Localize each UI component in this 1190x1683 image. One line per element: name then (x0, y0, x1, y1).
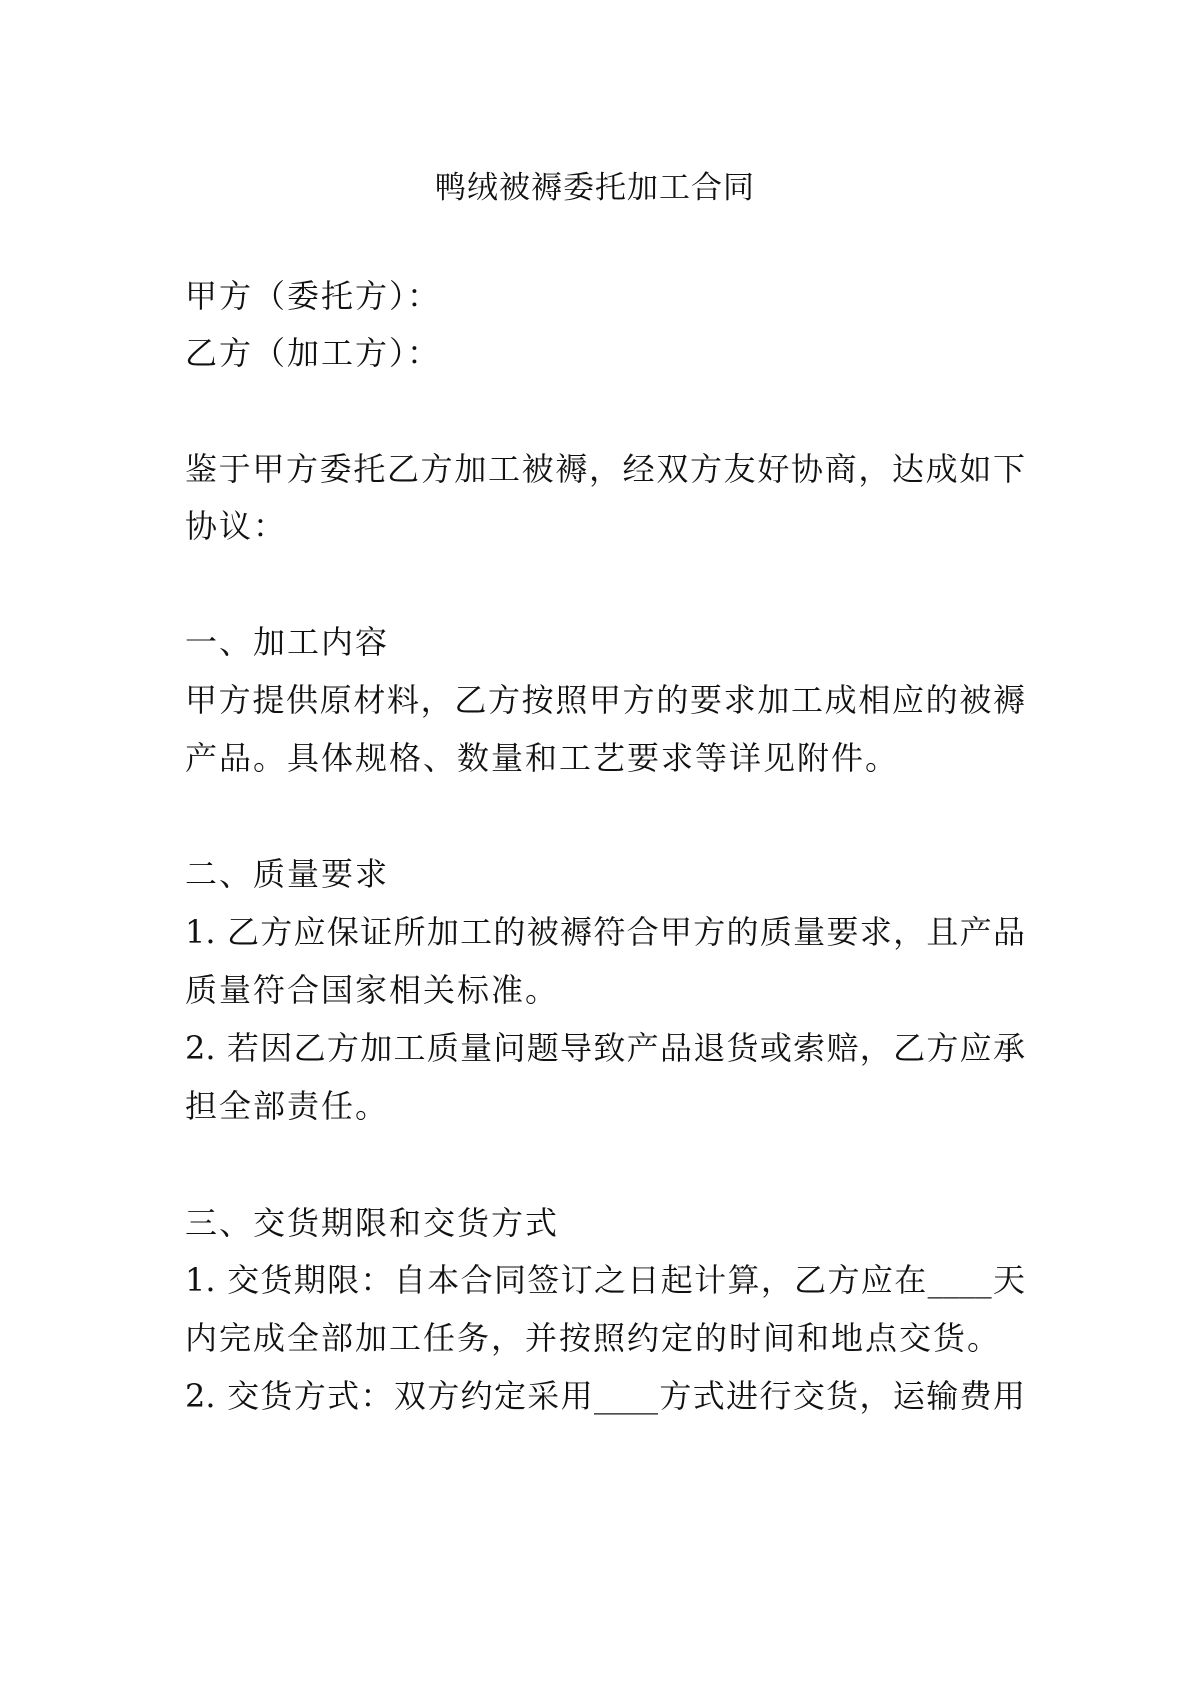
party-b-line: 乙方（加工方）： (185, 334, 442, 372)
section-text-line: 甲方提供原材料，乙方按照甲方的要求加工成相应的被褥 (185, 681, 1025, 719)
preamble-line: 鉴于甲方委托乙方加工被褥，经双方友好协商，达成如下 (185, 450, 1025, 488)
section-heading-quality: 二、质量要求 (185, 855, 390, 893)
section-text-line: 2. 若因乙方加工质量问题导致产品退货或索赔，乙方应承 (185, 1029, 1025, 1067)
section-text-line: 质量符合国家相关标准。 (185, 971, 560, 1009)
section-text-line: 1. 交货期限：自本合同签订之日起计算，乙方应在____天 (185, 1261, 1025, 1299)
section-text-line: 2. 交货方式：双方约定采用____方式进行交货，运输费用 (185, 1377, 1025, 1415)
document-title: 鸭绒被褥委托加工合同 (435, 170, 755, 206)
preamble-line: 协议： (185, 507, 288, 545)
party-a-line: 甲方（委托方）： (185, 277, 442, 315)
section-text-line: 担全部责任。 (185, 1087, 390, 1125)
section-text-line: 内完成全部加工任务，并按照约定的时间和地点交货。 (185, 1319, 1002, 1357)
section-heading-delivery: 三、交货期限和交货方式 (185, 1204, 560, 1242)
section-text-line: 产品。具体规格、数量和工艺要求等详见附件。 (185, 739, 900, 777)
section-heading-processing: 一、加工内容 (185, 623, 390, 661)
section-text-line: 1. 乙方应保证所加工的被褥符合甲方的质量要求，且产品 (185, 913, 1025, 951)
